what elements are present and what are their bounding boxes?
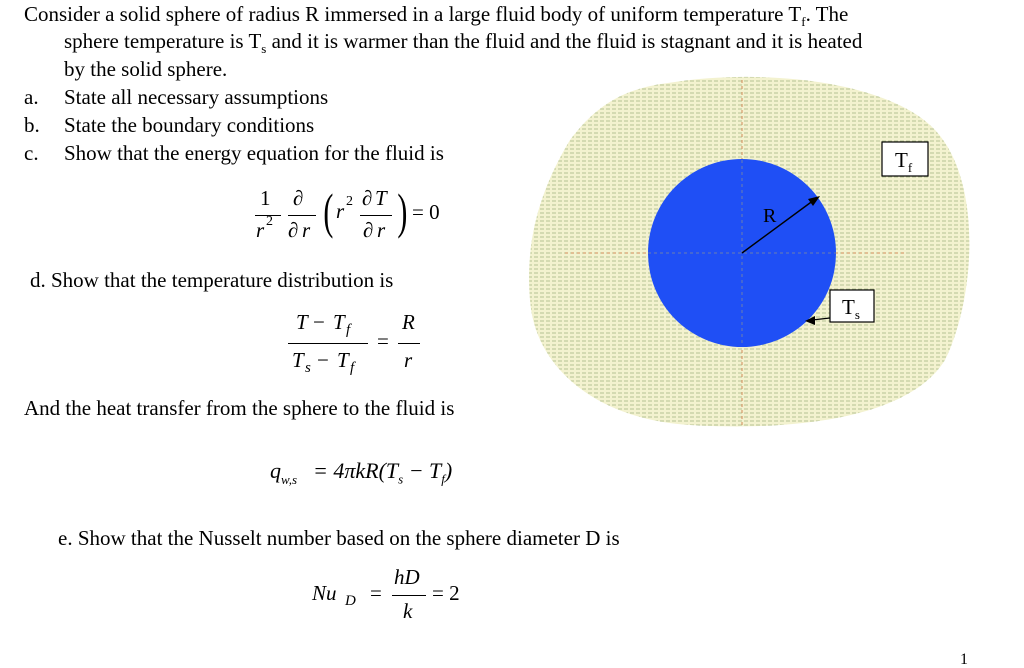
eq-rhs: = 2 — [432, 581, 460, 605]
list-item-c — [0, 139, 520, 167]
energy-equation — [250, 183, 470, 256]
eq-right-paren: ) — [397, 183, 408, 239]
eq-sub: w,s — [281, 472, 298, 487]
problem-intro-line1: Consider a solid sphere of radius R immersed in a large fluid body of uniform temperature $T_f$. The — [24, 2, 849, 30]
eq-T: T — [333, 310, 345, 334]
eq-rhs: = $4\pi kR(T_s - T_f)$ — [313, 458, 453, 487]
eq-sub: f — [346, 322, 351, 338]
eq-equals: = — [377, 329, 389, 353]
radius-label: R — [763, 205, 777, 227]
heat-equation — [270, 458, 500, 494]
eq-sub: s — [305, 360, 311, 376]
part-e-text: e. Show that the Nusselt number based on the sphere diameter D is — [58, 526, 620, 550]
eq-fraction-bar — [398, 343, 420, 344]
eq-r: r — [336, 199, 345, 223]
eq-r: r — [404, 348, 413, 372]
eq-sub: D — [345, 593, 356, 609]
eq-sq: 2 — [346, 194, 353, 209]
list-text: State the boundary conditions — [64, 113, 315, 137]
eq-fraction-bar — [288, 215, 316, 216]
eq-partial: ∂ — [293, 186, 304, 210]
list-text: Show that the energy equation for the fluid is — [64, 141, 444, 165]
eq-sq: 2 — [266, 214, 273, 229]
page-number: 1 — [960, 651, 968, 668]
eq-partial: ∂ — [363, 218, 374, 242]
eq-partial: ∂ — [362, 186, 373, 210]
nusselt-equation — [312, 565, 482, 629]
list-item-b — [0, 111, 520, 139]
list-text: State all necessary assumptions — [64, 85, 329, 109]
eq-minus: − — [317, 348, 329, 372]
eq-fraction-bar — [360, 215, 392, 216]
eq-T: T — [292, 348, 304, 372]
eq-Nu: Nu — [312, 581, 337, 605]
tf-label: $T_f$ — [895, 148, 913, 175]
sphere-diagram — [525, 70, 980, 440]
eq-R: R — [402, 310, 415, 334]
eq-T: T — [375, 186, 387, 210]
part-d-text: d. Show that the temperature distribution is — [30, 268, 394, 292]
problem-intro-line2: sphere temperature is $T_s$ and it is warmer than the fluid and the fluid is stagnant and it is heated — [64, 29, 863, 57]
problem-intro-line3: by the solid sphere. — [64, 57, 228, 81]
eq-fraction-bar — [392, 595, 426, 596]
list-letter: c. — [24, 141, 39, 165]
eq-equals: = — [370, 581, 382, 605]
ts-label: $T_s$ — [842, 295, 860, 322]
eq-partial: ∂ — [288, 218, 299, 242]
eq-T: T — [296, 310, 308, 334]
list-letter: b. — [24, 113, 40, 137]
eq-r: r — [256, 218, 265, 242]
heat-transfer-text: And the heat transfer from the sphere to the fluid is — [24, 396, 455, 420]
list-item-a — [0, 83, 520, 111]
eq-rhs: = 0 — [412, 200, 440, 224]
eq-T: T — [337, 348, 349, 372]
temperature-equation — [286, 310, 446, 385]
eq-r: r — [377, 218, 386, 242]
list-letter: a. — [24, 85, 39, 109]
eq-q: q — [270, 458, 281, 483]
eq-r: r — [302, 218, 311, 242]
eq-k: k — [403, 599, 413, 623]
eq-one: 1 — [260, 186, 271, 210]
eq-left-paren: ( — [323, 183, 334, 239]
eq-sub: f — [350, 360, 355, 376]
eq-fraction-bar — [288, 343, 368, 344]
eq-hD: hD — [394, 565, 420, 589]
eq-minus: − — [313, 310, 325, 334]
